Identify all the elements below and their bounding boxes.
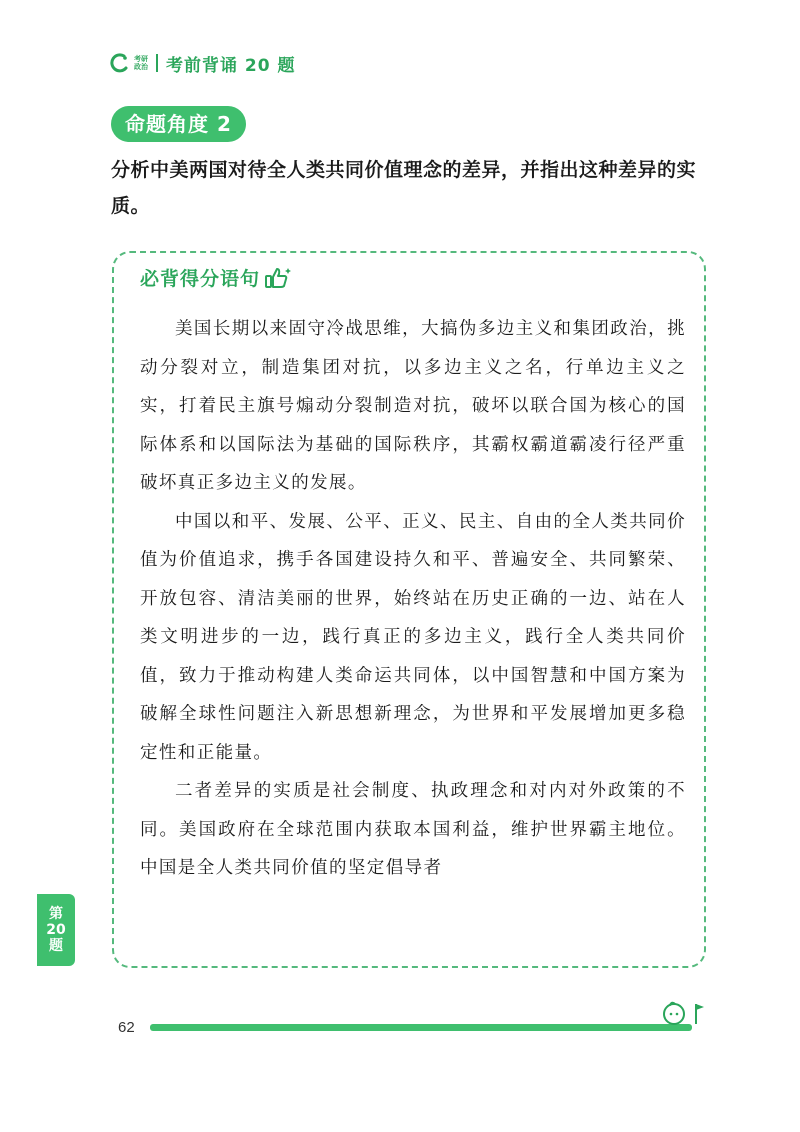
answer-box-title-text: 必背得分语句 bbox=[140, 268, 261, 290]
side-tab-line2: 20 bbox=[46, 922, 66, 938]
answer-body bbox=[140, 310, 686, 888]
thumbs-up-icon bbox=[264, 266, 292, 290]
answer-paragraph: 中国以和平、发展、公平、正义、民主、自由的全人类共同价值为价值追求，携手各国建设持久和平、普遍安全、共同繁荣、开放包容、清洁美丽的世界，始终站在历史正确的一边、站在人类文明进步的一边，践行真正的多边主义，践行全人类共同价值，致力于推动构建人类命运共同体，以中国智慧和中国方案为破解全球性问题注入新思想新理念，为世界和平发展增加更多稳定性和正能量。 bbox=[140, 511, 686, 763]
logo-text bbox=[134, 55, 148, 71]
mascot-flag-icon bbox=[660, 996, 706, 1028]
page-number: 62 bbox=[118, 1019, 135, 1036]
question-text: 分析中美两国对待全人类共同价值理念的差异，并指出这种差异的实质。 bbox=[111, 159, 697, 217]
side-tab-line3: 题 bbox=[49, 938, 63, 954]
side-tab-line1: 第 bbox=[49, 906, 63, 922]
answer-paragraph: 二者差异的实质是社会制度、执政理念和对内对外政策的不同。美国政府在全球范围内获取本国利益，维护世界霸主地位。中国是全人类共同价值的坚定倡导者 bbox=[140, 781, 686, 878]
answer-box-title bbox=[140, 264, 292, 291]
header-title: 考前背诵 20 题 bbox=[166, 55, 296, 76]
page-header bbox=[108, 50, 296, 76]
logo-icon bbox=[108, 52, 130, 74]
logo-line1: 考研 bbox=[134, 55, 148, 63]
logo-line2: 政治 bbox=[134, 63, 148, 71]
header-divider bbox=[156, 54, 158, 72]
footer-bar bbox=[150, 1024, 692, 1031]
question-angle-pill: 命题角度 2 bbox=[111, 106, 246, 142]
chapter-side-tab bbox=[37, 894, 75, 966]
answer-paragraph: 美国长期以来固守冷战思维，大搞伪多边主义和集团政治，挑动分裂对立，制造集团对抗，以多边主义之名，行单边主义之实，打着民主旗号煽动分裂制造对抗，破坏以联合国为核心的国际体系和以国际法为基础的国际秩序，其霸权霸道霸凌行径严重破坏真正多边主义的发展。 bbox=[140, 319, 686, 493]
